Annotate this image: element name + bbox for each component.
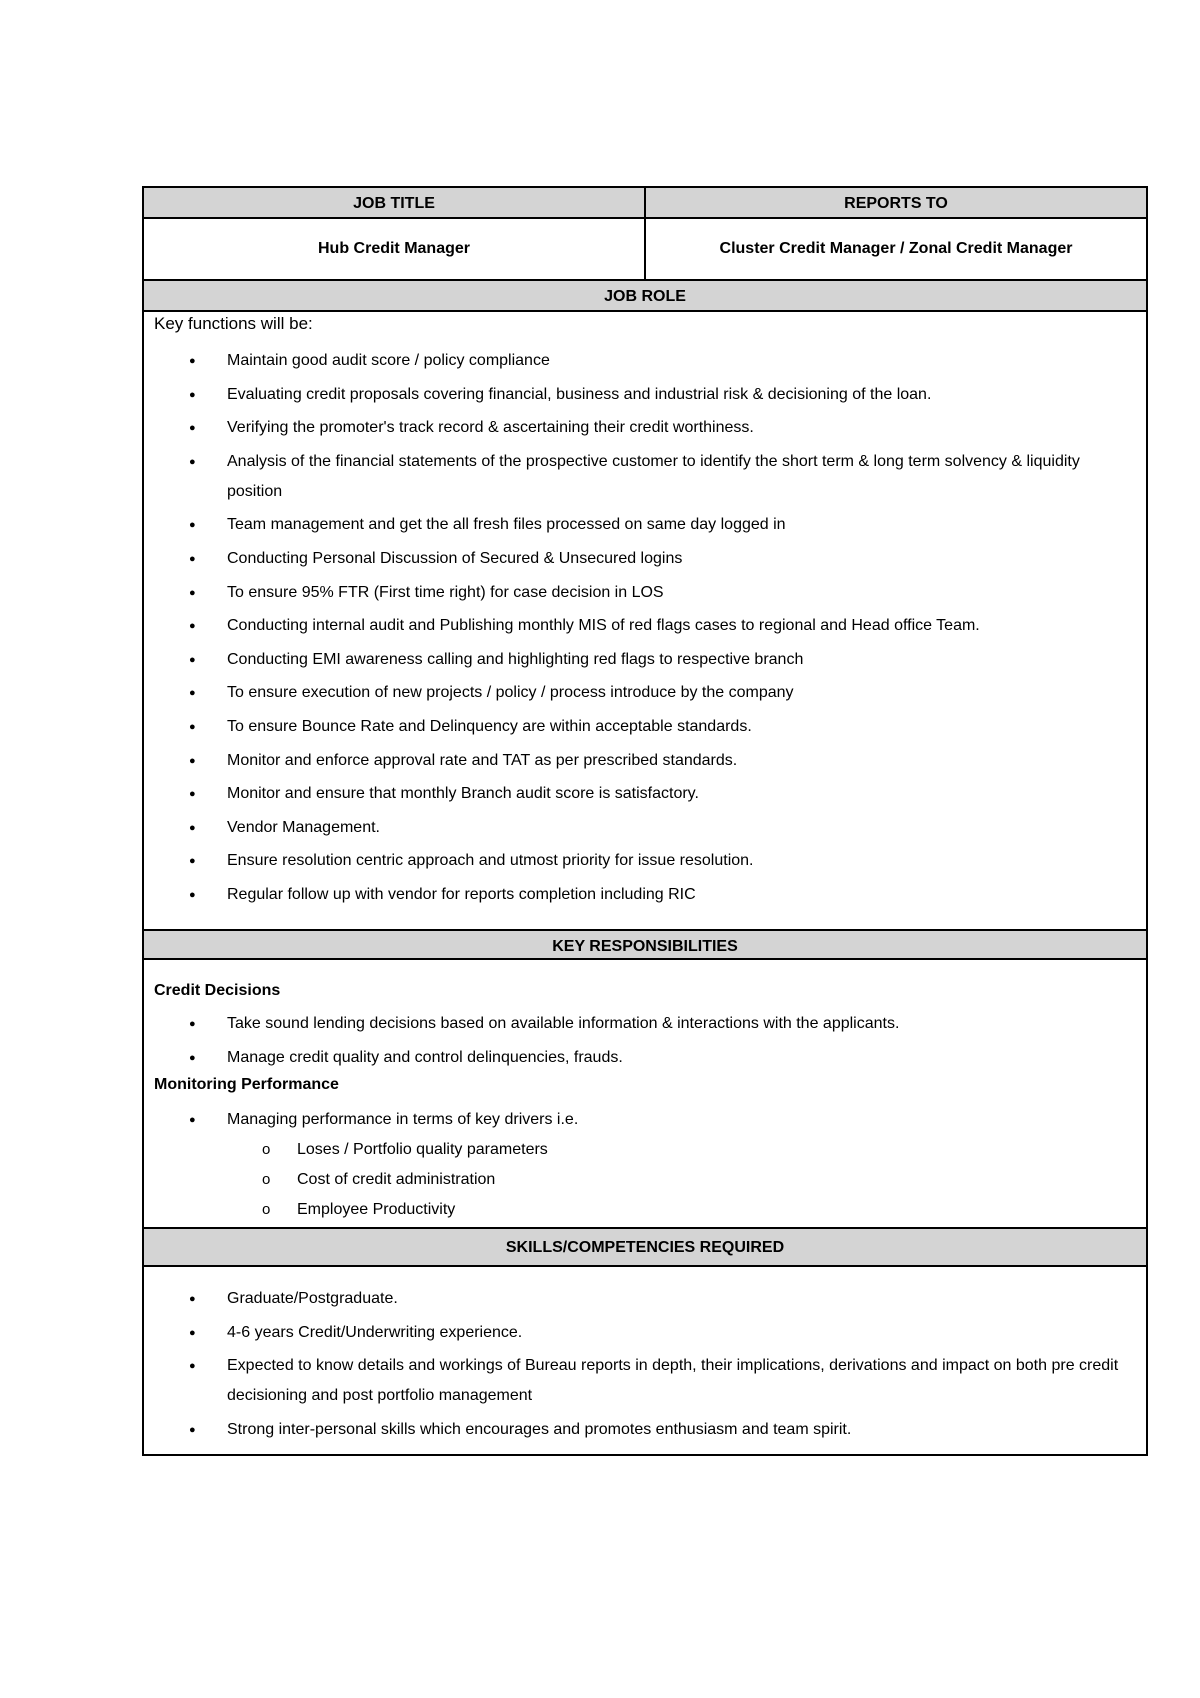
list-item: ● Conducting internal audit and Publishing monthly MIS of red flags cases to regional and Head office Team.	[154, 611, 1136, 641]
title-values-row	[144, 219, 1146, 281]
skills-list	[154, 1284, 1136, 1445]
key-responsibilities-header: KEY RESPONSIBILITIES	[144, 929, 1146, 960]
list-item: ● Team management and get the all fresh files processed on same day logged in	[154, 510, 1136, 540]
list-item: ● To ensure Bounce Rate and Delinquency are within acceptable standards.	[154, 712, 1136, 742]
monitoring-list	[154, 1105, 1136, 1135]
list-item: ● Verifying the promoter's track record & ascertaining their credit worthiness.	[154, 413, 1136, 443]
list-item: ● Monitor and ensure that monthly Branch audit score is satisfactory.	[154, 779, 1136, 809]
list-item: ● Conducting Personal Discussion of Secured & Unsecured logins	[154, 544, 1136, 574]
list-item: ● Maintain good audit score / policy compliance	[154, 346, 1136, 376]
job-role-list	[154, 346, 1136, 910]
list-item: ● To ensure 95% FTR (First time right) for case decision in LOS	[154, 578, 1136, 608]
job-role-intro: Key functions will be:	[154, 314, 313, 333]
sub-list-item: o Employee Productivity	[154, 1195, 1136, 1225]
sub-list-item: o Cost of credit administration	[154, 1165, 1136, 1195]
credit-decisions-list	[154, 1009, 1136, 1073]
list-item: ● Evaluating credit proposals covering financial, business and industrial risk & decisioning of the loan.	[154, 380, 1136, 410]
list-item: ● Strong inter-personal skills which encourages and promotes enthusiasm and team spirit.	[154, 1415, 1136, 1445]
monitoring-sublist	[154, 1135, 1136, 1225]
credit-decisions-title: Credit Decisions	[154, 982, 281, 999]
key-responsibilities-section	[144, 960, 1146, 1227]
reports-to-header: REPORTS TO	[644, 188, 1146, 217]
list-item: ● Graduate/Postgraduate.	[154, 1284, 1136, 1314]
job-title-header: JOB TITLE	[353, 195, 435, 212]
job-description-table	[142, 186, 1148, 1456]
list-item: ● Vendor Management.	[154, 813, 1136, 843]
list-item: ● Take sound lending decisions based on available information & interactions with the applicants.	[154, 1009, 1136, 1039]
list-item: ● To ensure execution of new projects / policy / process introduce by the company	[154, 678, 1136, 708]
title-header-row	[144, 188, 1146, 219]
list-item: ● Manage credit quality and control delinquencies, frauds.	[154, 1043, 1136, 1073]
skills-section	[144, 1267, 1146, 1454]
sub-list-item: o Loses / Portfolio quality parameters	[154, 1135, 1136, 1165]
list-item: ● Analysis of the financial statements of the prospective customer to identify the short term & long term solvency & liquidity position	[154, 447, 1136, 507]
skills-header: SKILLS/COMPETENCIES REQUIRED	[144, 1227, 1146, 1267]
monitoring-performance-title: Monitoring Performance	[154, 1075, 339, 1093]
list-item: ● 4-6 years Credit/Underwriting experience.	[154, 1318, 1136, 1348]
job-title-value: Hub Credit Manager	[317, 240, 470, 257]
list-item: ● Expected to know details and workings of Bureau reports in depth, their implications, derivations and impact on both pre credit decisioning and post portfolio management	[154, 1351, 1136, 1411]
job-role-header: JOB ROLE	[144, 281, 1146, 312]
list-item: ● Ensure resolution centric approach and utmost priority for issue resolution.	[154, 846, 1136, 876]
list-item: ● Conducting EMI awareness calling and highlighting red flags to respective branch	[154, 645, 1136, 675]
list-item: ● Monitor and enforce approval rate and TAT as per prescribed standards.	[154, 746, 1136, 776]
list-item: ● Managing performance in terms of key drivers i.e.	[154, 1105, 1136, 1135]
list-item: ● Regular follow up with vendor for reports completion including RIC	[154, 880, 1136, 910]
job-role-section	[144, 314, 1146, 929]
reports-to-value: Cluster Credit Manager / Zonal Credit Manager	[644, 219, 1146, 279]
